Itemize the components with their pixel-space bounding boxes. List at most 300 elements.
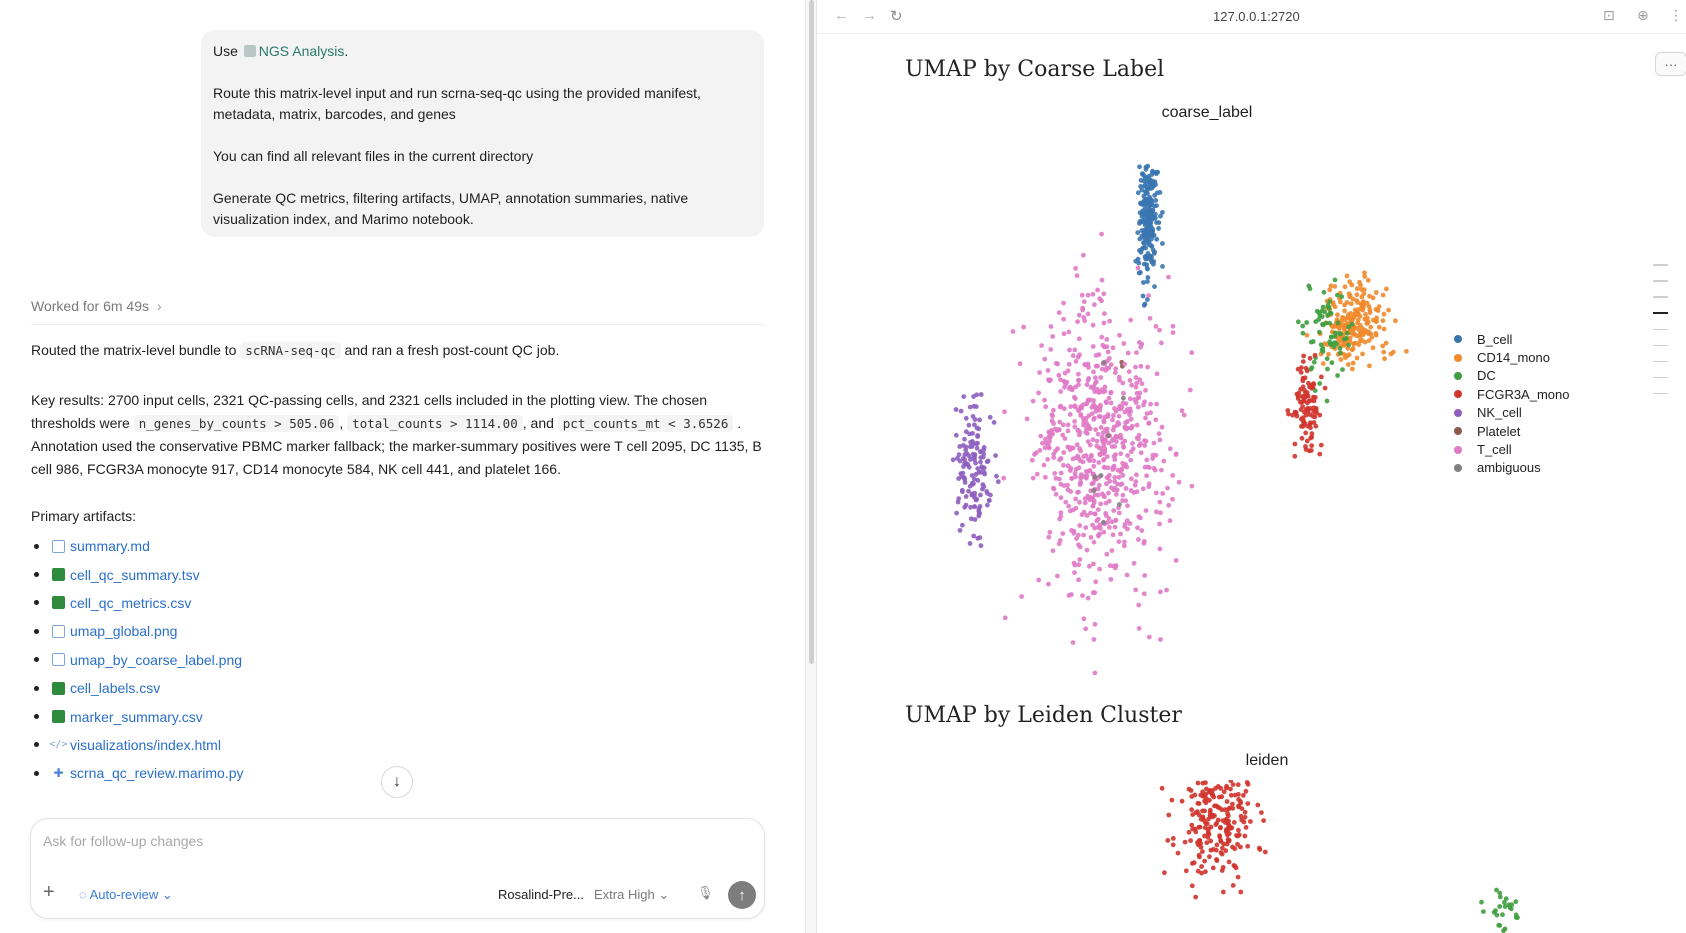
scatter-point [954, 511, 959, 516]
scatter-point [1099, 425, 1104, 430]
scatter-point [1305, 390, 1310, 395]
scatter-point [1174, 558, 1179, 563]
plot-title-coarse: coarse_label [1161, 104, 1253, 121]
scatter-point [1048, 378, 1053, 383]
scatter-point [1011, 329, 1016, 334]
scatter-point [1101, 360, 1106, 365]
artifact-item[interactable] [31, 702, 244, 730]
scatter-point [1144, 167, 1149, 172]
scatter-point [1136, 405, 1141, 410]
plus-icon[interactable]: + [43, 881, 55, 903]
scatter-point [1037, 370, 1042, 375]
scatter-point [1343, 284, 1348, 289]
scatter-point [1042, 463, 1047, 468]
scatter-point [1108, 563, 1113, 568]
user-paragraph-generate: Generate QC metrics, filtering artifacts, UMAP, annotation summaries, native visualization index, and Marimo notebook. [213, 190, 689, 227]
scatter-point [1126, 351, 1131, 356]
scatter-point [1125, 518, 1130, 523]
scatter-point [1083, 525, 1088, 530]
scatter-point [1076, 378, 1081, 383]
scatter-point [1165, 838, 1170, 843]
scatter-point [1106, 414, 1111, 419]
user-paragraph-files: You can find all relevant files in the current directory [213, 148, 534, 164]
scatter-point [1192, 860, 1197, 865]
scatter-point [1137, 271, 1142, 276]
outline-item[interactable] [1653, 264, 1668, 266]
scatter-point [1043, 437, 1048, 442]
scatter-point [1143, 388, 1148, 393]
scatter-point [1209, 848, 1214, 853]
scatter-point [1047, 446, 1052, 451]
scatter-point [962, 437, 967, 442]
scatter-point [1308, 421, 1313, 426]
scatter-point [1137, 395, 1142, 400]
scatter-point [1296, 367, 1301, 372]
scatter-point [1359, 287, 1364, 292]
bullet [34, 600, 39, 605]
scatter-point [1149, 172, 1154, 177]
scatter-point [1190, 484, 1195, 489]
scatter-point [1115, 482, 1120, 487]
scatter-point [1075, 490, 1080, 495]
scatter-point [1113, 452, 1118, 457]
scatter-point [1153, 417, 1158, 422]
scatter-point [1088, 511, 1093, 516]
scatter-point [1072, 348, 1077, 353]
worked-for-toggle[interactable] [31, 298, 162, 314]
forward-icon[interactable]: → [862, 7, 877, 24]
scatter-point [1109, 401, 1114, 406]
scatter-point [1055, 446, 1060, 451]
scatter-point [1099, 232, 1104, 237]
scatter-point [1143, 416, 1148, 421]
scatter-point [1286, 412, 1291, 417]
scatter-point [1066, 423, 1071, 428]
scatter-point [1117, 475, 1122, 480]
scatter-point [1197, 838, 1202, 843]
scatter-point [958, 528, 963, 533]
scatter-point [1214, 857, 1219, 862]
scatter-point [1095, 405, 1100, 410]
skill-label: NGS Analysis [258, 43, 345, 59]
scatter-point [1124, 427, 1129, 432]
scatter-point [1164, 588, 1169, 593]
scatter-point [1112, 475, 1117, 480]
send-button[interactable] [728, 881, 756, 909]
scatter-point [1140, 381, 1145, 386]
scroll-down-button[interactable] [381, 766, 413, 798]
artifact-item[interactable] [31, 532, 244, 560]
scatter-point [1021, 325, 1026, 330]
scatter-point [974, 497, 979, 502]
scatter-point [1066, 504, 1071, 509]
scatter-point [1099, 473, 1104, 478]
scatter-point [1188, 838, 1193, 843]
scatter-point [1313, 353, 1318, 358]
outline-item[interactable] [1653, 329, 1668, 331]
scatter-point [1339, 294, 1344, 299]
scatter-point [962, 477, 967, 482]
scatter-point [1129, 476, 1134, 481]
scatter-point [1111, 345, 1116, 350]
scatter-point [1296, 396, 1301, 401]
scatter-point [1142, 303, 1147, 308]
scatter-point [1259, 810, 1264, 815]
scatter-point [1098, 414, 1103, 419]
scatter-point [1084, 416, 1089, 421]
legend-swatch [1454, 390, 1462, 398]
artifact-link[interactable]: cell_labels.csv [70, 680, 161, 697]
scatter-point [1082, 299, 1087, 304]
artifact-link[interactable]: umap_global.png [70, 623, 178, 640]
scatter-point [994, 474, 999, 479]
scatter-point [1048, 530, 1053, 535]
scatter-point [1146, 293, 1151, 298]
scatter-point [1143, 232, 1148, 237]
image-icon [52, 653, 65, 666]
scatter-point [1344, 336, 1349, 341]
scatter-point [1081, 533, 1086, 538]
more-options-button[interactable] [1655, 52, 1686, 76]
scatter-point [1121, 391, 1126, 396]
auto-review-label: Auto-review [89, 887, 159, 902]
scatter-point [1050, 334, 1055, 339]
scatter-point [980, 482, 985, 487]
scatter-point [1019, 594, 1024, 599]
chat-pane [0, 0, 805, 933]
scatter-point [1079, 412, 1084, 417]
scatter-point [1031, 399, 1036, 404]
scatter-point [1121, 396, 1126, 401]
scatter-point [1096, 460, 1101, 465]
python-icon: ✚ [53, 766, 64, 781]
scatter-point [1040, 441, 1045, 446]
pane-splitter[interactable] [805, 0, 817, 933]
outline-item[interactable] [1653, 345, 1668, 347]
scatter-point [1144, 458, 1149, 463]
scatter-point [1143, 241, 1148, 246]
artifact-link[interactable]: marker_summary.csv [70, 708, 203, 725]
browser-toolbar [817, 0, 1686, 34]
scatter-point [1196, 781, 1201, 786]
scatter-point [1058, 404, 1063, 409]
scatter-point [1107, 499, 1112, 504]
scatter-point [1142, 262, 1147, 267]
add-icon[interactable]: ⊕ [1637, 7, 1649, 23]
scatter-point [1180, 408, 1185, 413]
scatter-point [1220, 852, 1225, 857]
scatter-point [1368, 325, 1373, 330]
scatter-point [1078, 459, 1083, 464]
more-vertical-icon[interactable]: ⋮ [1669, 7, 1683, 23]
scatter-point [1072, 403, 1077, 408]
scatter-point [1155, 371, 1160, 376]
scatter-point [1215, 843, 1220, 848]
scatter-point [1336, 321, 1341, 326]
scatter-point [1325, 356, 1330, 361]
scatter-point [1058, 538, 1063, 543]
scatter-point [1078, 482, 1083, 487]
skill-icon [244, 45, 256, 57]
outline-item[interactable] [1653, 377, 1668, 379]
scatter-point [1094, 353, 1099, 358]
scatter-point [1323, 386, 1328, 391]
outline-item[interactable] [1653, 361, 1668, 363]
artifact-link[interactable]: cell_qc_summary.tsv [70, 566, 200, 583]
scatter-point [1228, 787, 1233, 792]
scatter-point [1112, 444, 1117, 449]
section-title-coarse: UMAP by Coarse Label [905, 57, 1165, 82]
scatter-point [1076, 542, 1081, 547]
auto-review-dropdown[interactable] [79, 887, 173, 903]
scatter-point [1312, 399, 1317, 404]
composer-input[interactable]: Ask for follow-up changes [43, 833, 204, 849]
scatter-point [1171, 324, 1176, 329]
scatter-point [1148, 410, 1153, 415]
outline-item[interactable] [1653, 280, 1668, 282]
screenshot-icon[interactable]: ⊡ [1603, 7, 1615, 23]
artifact-item[interactable] [31, 759, 244, 787]
scatter-point [1359, 301, 1364, 306]
back-icon[interactable]: ← [834, 7, 849, 24]
scatter-point [1113, 525, 1118, 530]
scatter-point [1325, 313, 1330, 318]
scatter-point [1317, 452, 1322, 457]
scatter-point [1056, 373, 1061, 378]
scatter-point [1081, 454, 1086, 459]
scatter-point [1073, 563, 1078, 568]
scatter-point [1213, 786, 1218, 791]
scatter-point [959, 409, 964, 414]
scatter-point [1093, 475, 1098, 480]
scatter-point [1071, 508, 1076, 513]
scatter-point [1338, 351, 1343, 356]
scatter-point [1219, 794, 1224, 799]
scatter-point [1090, 523, 1095, 528]
artifact-item[interactable] [31, 589, 244, 617]
scatter-point [1091, 464, 1096, 469]
page-outline[interactable] [1653, 264, 1668, 409]
scatter-point [1046, 582, 1051, 587]
artifact-item[interactable] [31, 646, 244, 674]
scatter-point [1117, 333, 1122, 338]
url-bar[interactable]: 127.0.0.1:2720 [1213, 9, 1300, 24]
scatter-point [1310, 365, 1315, 370]
scatter-point [1077, 336, 1082, 341]
scatter-point [1232, 864, 1237, 869]
composer[interactable] [30, 818, 765, 919]
scatter-point [1077, 523, 1082, 528]
scatter-point [1142, 573, 1147, 578]
scatter-point [1203, 869, 1208, 874]
scrollbar-thumb[interactable] [809, 0, 814, 664]
scatter-point [1183, 840, 1188, 845]
scatter-point [1148, 316, 1153, 321]
legend-label: NK_cell [1477, 405, 1522, 421]
legend-entry [1454, 440, 1569, 458]
reload-icon[interactable]: ↻ [890, 8, 903, 25]
scatter-point [1367, 363, 1372, 368]
scatter-point [1303, 431, 1308, 436]
scatter-point [1168, 446, 1173, 451]
scatter-point [1196, 869, 1201, 874]
scatter-point [1061, 450, 1066, 455]
scatter-point [1236, 782, 1241, 787]
scatter-point [1091, 398, 1096, 403]
scatter-point [1082, 510, 1087, 515]
scatter-point [985, 459, 990, 464]
scatter-point [1382, 327, 1387, 332]
scatter-point [1110, 418, 1115, 423]
scatter-point [1075, 273, 1080, 278]
scatter-point [1107, 356, 1112, 361]
scatter-point [1150, 456, 1155, 461]
scatter-point [1038, 448, 1043, 453]
scatter-point [1117, 502, 1122, 507]
scatter-point [1362, 270, 1367, 275]
microphone-icon[interactable]: 🎙 [697, 885, 714, 900]
scatter-point [1238, 890, 1243, 895]
scatter-point [1096, 525, 1101, 530]
artifact-link[interactable]: visualizations/index.html [70, 736, 221, 753]
artifact-link[interactable]: umap_by_coarse_label.png [70, 651, 243, 668]
scatter-point [1354, 298, 1359, 303]
scatter-point [1045, 457, 1050, 462]
scatter-point [1052, 471, 1057, 476]
key-results [31, 389, 766, 480]
scatter-point [970, 481, 975, 486]
scatter-point [1231, 883, 1236, 888]
scatter-point [1057, 517, 1062, 522]
artifact-item[interactable] [31, 560, 244, 588]
scatter-point [1293, 442, 1298, 447]
scatter-point [1144, 508, 1149, 513]
scatter-point [1158, 637, 1163, 642]
artifacts-heading: Primary artifacts: [31, 508, 137, 524]
scatter-point [1129, 383, 1134, 388]
scatter-point [1188, 388, 1193, 393]
outline-item[interactable] [1653, 393, 1668, 395]
scatter-point [1091, 292, 1096, 297]
scatter-point [1308, 425, 1313, 430]
scatter-point [1107, 319, 1112, 324]
bullet [34, 686, 39, 691]
scatter-point [1145, 365, 1150, 370]
outline-item-active[interactable] [1653, 312, 1668, 314]
artifact-link[interactable]: cell_qc_metrics.csv [70, 594, 192, 611]
scatter-point [1096, 507, 1101, 512]
artifact-item[interactable] [31, 731, 244, 759]
scatter-point [1244, 789, 1249, 794]
scatter-point [1374, 290, 1379, 295]
scatter-point [1187, 830, 1192, 835]
scatter-point [1190, 883, 1195, 888]
scatter-point [1091, 417, 1096, 422]
scatter-point [1100, 491, 1105, 496]
scatter-point [1514, 913, 1519, 918]
scatter-point [1080, 593, 1085, 598]
scatter-point [1147, 214, 1152, 219]
scatter-point [1067, 348, 1072, 353]
scatter-point [1036, 391, 1041, 396]
spreadsheet-icon [52, 596, 65, 609]
scatter-point [1245, 780, 1250, 785]
scatter-point [1151, 233, 1156, 238]
scatter-point [1333, 304, 1338, 309]
scatter-point [1227, 831, 1232, 836]
scatter-point [1074, 359, 1079, 364]
scatter-point [1168, 518, 1173, 523]
scatter-point [1077, 352, 1082, 357]
scatter-point [988, 415, 993, 420]
scatter-point [1335, 312, 1340, 317]
scatter-point [1255, 803, 1260, 808]
artifact-link[interactable]: scrna_qc_review.marimo.py [70, 765, 244, 782]
scatter-point [1061, 463, 1066, 468]
scatter-point [1184, 868, 1189, 873]
scatter-point [1072, 424, 1077, 429]
scatter-point [1061, 317, 1066, 322]
scatter-point [1095, 389, 1100, 394]
chevron-down-icon: ⌄ [161, 887, 173, 902]
scatter-point [1132, 561, 1137, 566]
scatter-point [1107, 516, 1112, 521]
scatter-point [1077, 433, 1082, 438]
outline-item[interactable] [1653, 296, 1668, 298]
scatter-point [1108, 391, 1113, 396]
scatter-point [1138, 201, 1143, 206]
artifact-item[interactable] [31, 617, 244, 645]
scatter-point [1322, 290, 1327, 295]
scatter-point [993, 453, 998, 458]
scatter-point [1212, 804, 1217, 809]
scatter-point [954, 407, 959, 412]
scatter-point [1093, 512, 1098, 517]
scatter-point [1160, 241, 1165, 246]
bullet [34, 771, 39, 776]
scatter-point [1154, 324, 1159, 329]
scatter-point [1114, 518, 1119, 523]
scatter-point [1204, 840, 1209, 845]
scatter-point [975, 446, 980, 451]
scatter-point [1330, 360, 1335, 365]
effort-selector[interactable] [594, 887, 669, 903]
scatter-point [1479, 900, 1484, 905]
scatter-point [1073, 474, 1078, 479]
artifact-item[interactable] [31, 674, 244, 702]
scatter-point [1305, 368, 1310, 373]
scatter-point [1358, 331, 1363, 336]
scatter-point [1201, 816, 1206, 821]
scatter-point [1062, 331, 1067, 336]
scatter-point [1351, 332, 1356, 337]
scatter-point [1125, 419, 1130, 424]
artifact-link[interactable]: summary.md [70, 538, 150, 555]
scatter-point [1136, 257, 1141, 262]
scatter-point [1117, 539, 1122, 544]
scatter-point [1104, 552, 1109, 557]
model-selector[interactable]: Rosalind-Pre... [498, 887, 584, 902]
scatter-point [961, 394, 966, 399]
scatter-point [1158, 190, 1163, 195]
scatter-point [1036, 578, 1041, 583]
shield-icon: ◌ [79, 887, 87, 902]
skill-chip[interactable] [242, 43, 345, 59]
scatter-point [1114, 409, 1119, 414]
scatter-point [1135, 423, 1140, 428]
scatter-point [1083, 626, 1088, 631]
bullet [34, 742, 39, 747]
